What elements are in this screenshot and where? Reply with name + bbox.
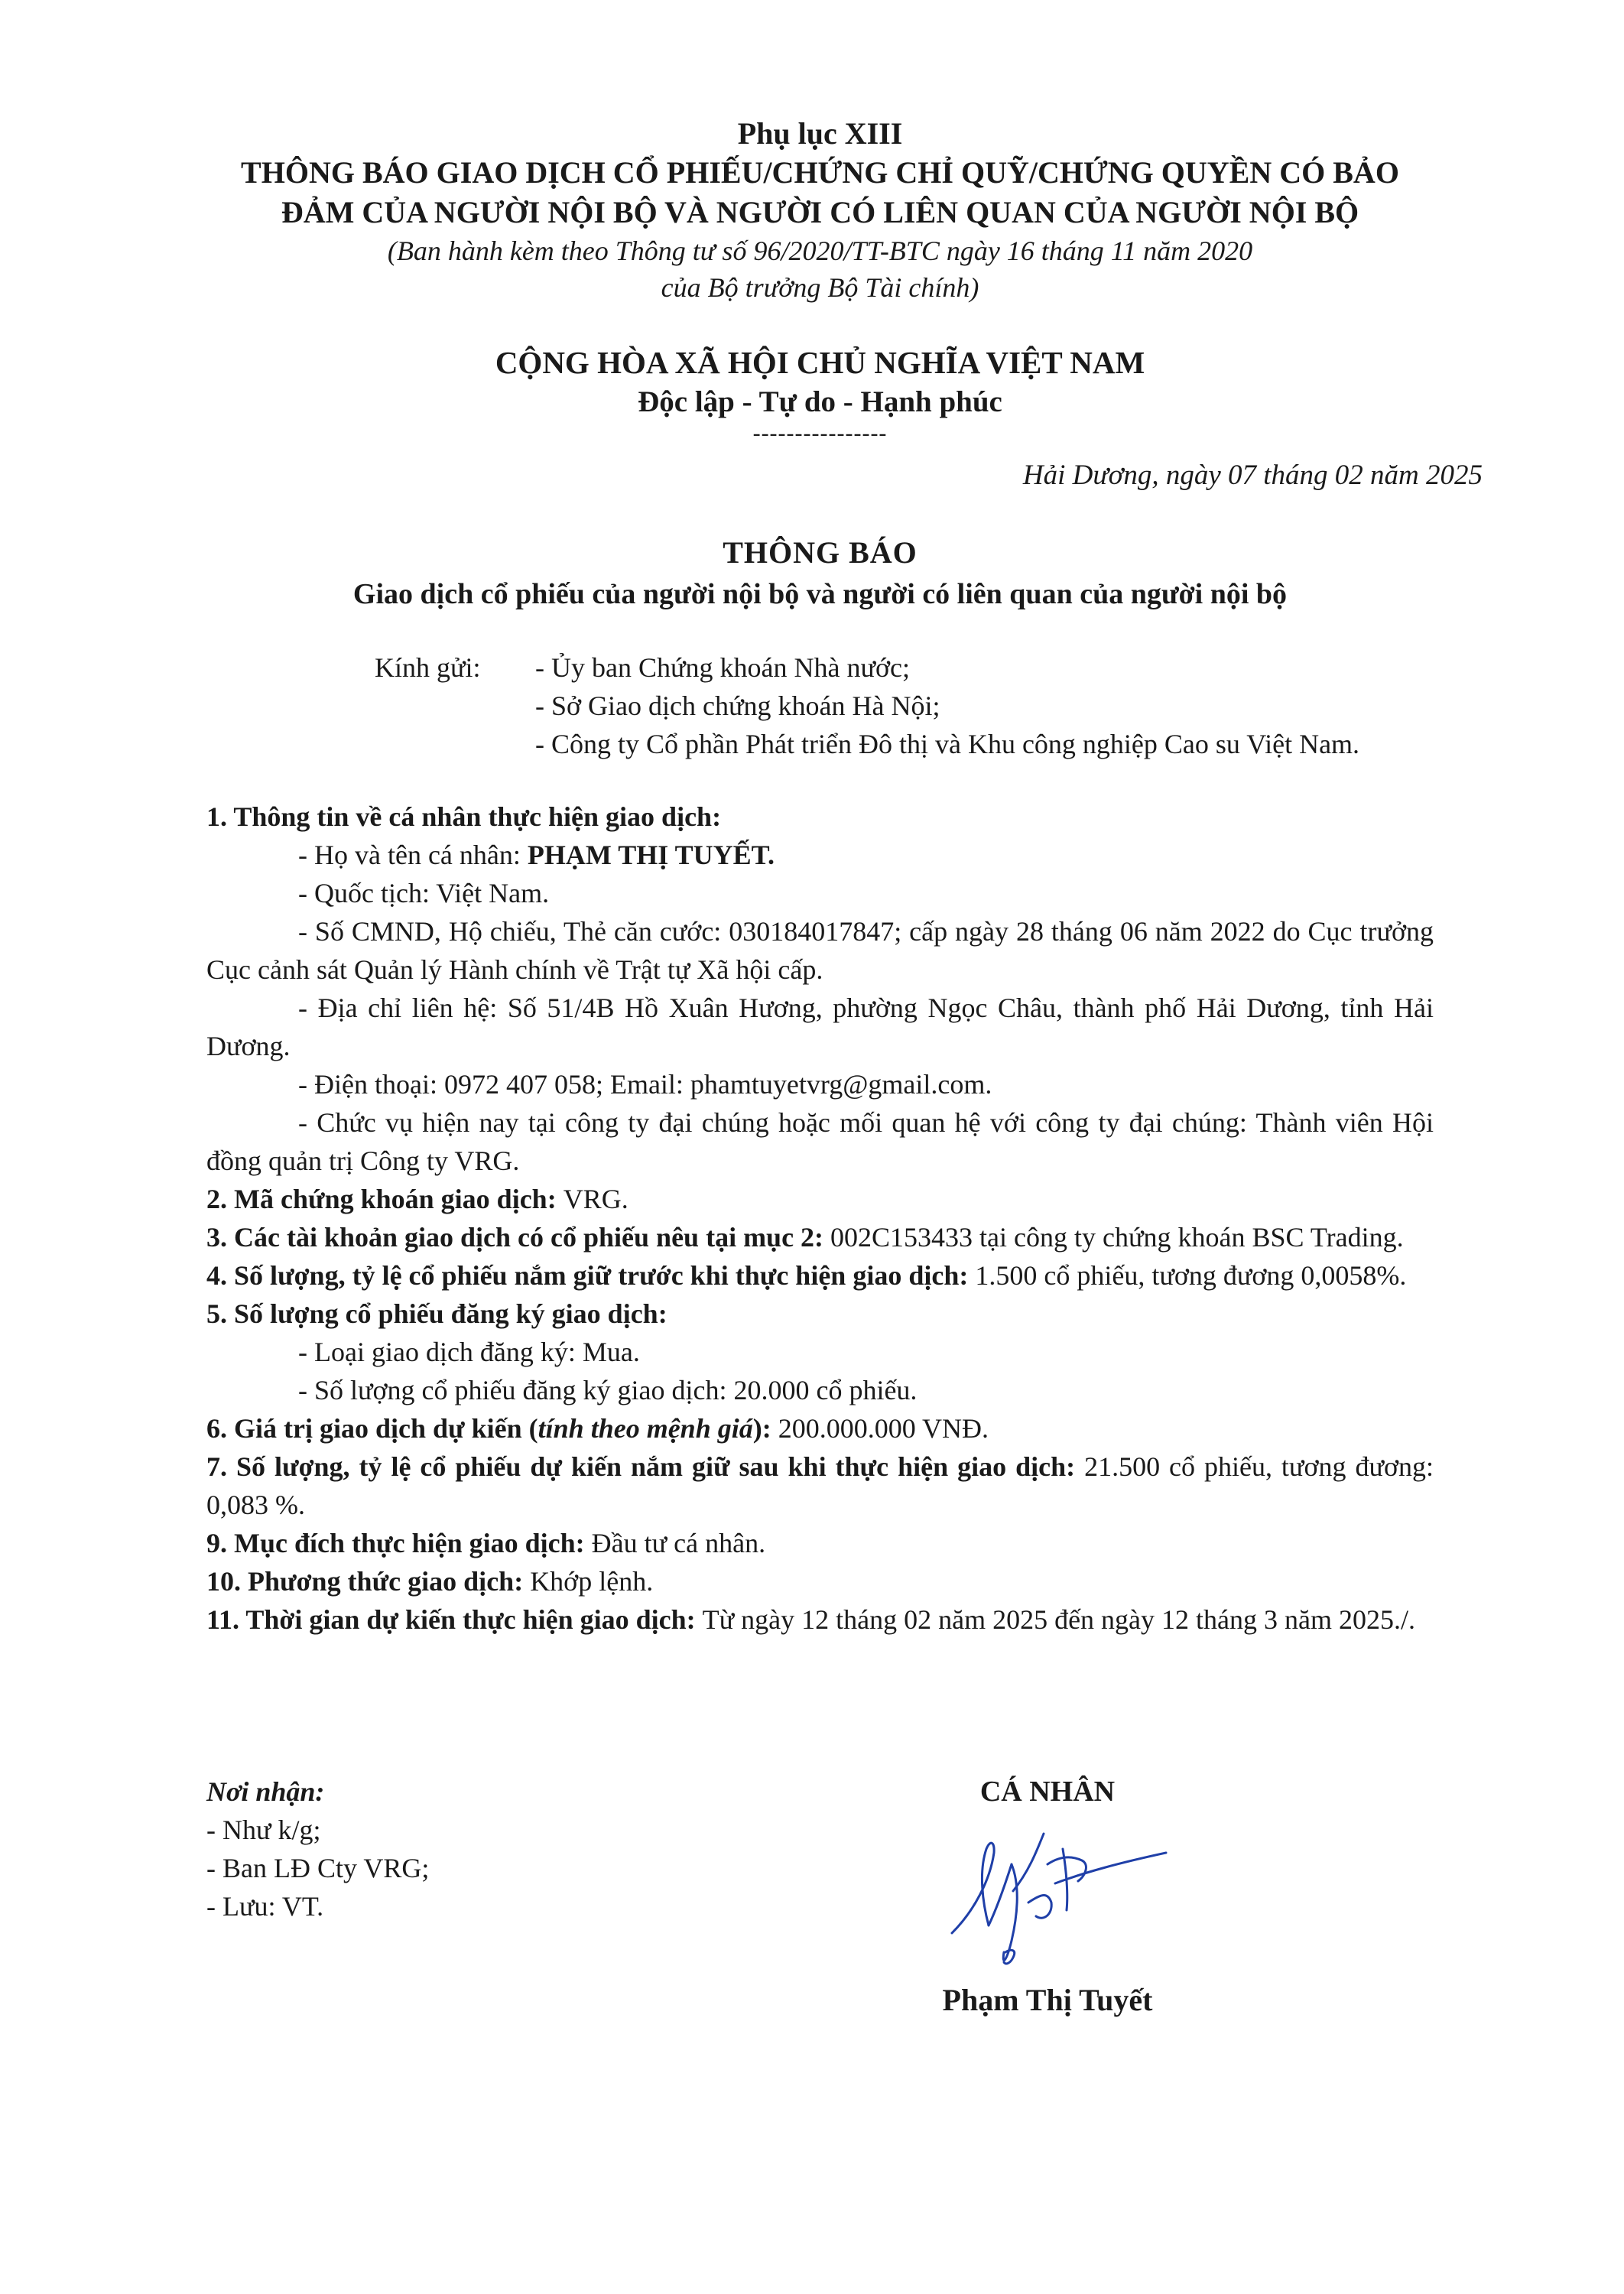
heading-divider: ---------------- bbox=[752, 421, 888, 446]
section-2-label: 2. Mã chứng khoán giao dịch: bbox=[206, 1184, 564, 1214]
section-7-label: 7. Số lượng, tỷ lệ cổ phiếu dự kiến nắm giữ sau khi thực hiện giao dịch: bbox=[206, 1451, 1085, 1482]
distribution-label: Nơi nhận: bbox=[206, 1776, 325, 1807]
signer-name: Phạm Thị Tuyết bbox=[942, 1983, 1153, 2017]
section-9 bbox=[206, 1524, 1434, 1562]
notice-body bbox=[206, 798, 1434, 1639]
section-10-value: Khớp lệnh. bbox=[530, 1566, 654, 1597]
section-6 bbox=[206, 1409, 1434, 1448]
section-7 bbox=[206, 1448, 1434, 1524]
place-and-date: Hải Dương, ngày 07 tháng 02 năm 2025 bbox=[1022, 460, 1483, 491]
section-7-value: 21.500 cổ phiếu, tương đương: 0,083 %. bbox=[206, 1451, 1434, 1520]
section-4 bbox=[206, 1256, 1434, 1295]
transaction-type-line: - Loại giao dịch đăng ký: Mua. bbox=[298, 1337, 640, 1367]
national-heading bbox=[153, 343, 1487, 445]
section-11 bbox=[206, 1600, 1434, 1639]
addressee-item: - Ủy ban Chứng khoán Nhà nước; bbox=[535, 652, 910, 683]
signature-block bbox=[872, 1772, 1223, 2018]
issued-by-line-2: của Bộ trưởng Bộ Tài chính) bbox=[661, 272, 979, 303]
notice-title-block bbox=[153, 532, 1487, 615]
addressees bbox=[375, 648, 1522, 763]
position-line: - Chức vụ hiện nay tại công ty đại chúng hoặc mối quan hệ với công ty đại chúng: Thành viên Hội đồng quản trị Công ty VRG. bbox=[206, 1107, 1434, 1176]
contact-line: - Điện thoại: 0972 407 058; Email: phamtuyetvrg@gmail.com. bbox=[298, 1069, 992, 1100]
person-name-label: - Họ và tên cá nhân: bbox=[298, 840, 528, 870]
addressee-item: - Sở Giao dịch chứng khoán Hà Nội; bbox=[535, 690, 940, 721]
addressee-row bbox=[375, 687, 1522, 725]
distribution-item: - Ban LĐ Cty VRG; bbox=[206, 1853, 430, 1883]
appendix-label: Phụ lục XIII bbox=[737, 116, 903, 151]
section-9-value: Đầu tư cá nhân. bbox=[591, 1528, 766, 1558]
addressee-item: - Công ty Cổ phần Phát triển Đô thị và Khu công nghiệp Cao su Việt Nam. bbox=[535, 729, 1360, 759]
section-10-label: 10. Phương thức giao dịch: bbox=[206, 1566, 531, 1597]
section-1-heading: 1. Thông tin về cá nhân thực hiện giao dịch: bbox=[206, 801, 722, 832]
section-4-value: 1.500 cổ phiếu, tương đương 0,0058%. bbox=[975, 1260, 1407, 1291]
form-title-line-1: THÔNG BÁO GIAO DỊCH CỔ PHIẾU/CHỨNG CHỈ QUỸ/CHỨNG QUYỀN CÓ BẢO bbox=[241, 155, 1399, 190]
section-6-value: 200.000.000 VNĐ. bbox=[778, 1413, 989, 1444]
person-name-value: PHẠM THỊ TUYẾT. bbox=[527, 840, 775, 870]
registered-quantity-line: - Số lượng cổ phiếu đăng ký giao dịch: 20.000 cổ phiếu. bbox=[298, 1375, 918, 1405]
section-5-heading: 5. Số lượng cổ phiếu đăng ký giao dịch: bbox=[206, 1298, 667, 1329]
address-line: - Địa chỉ liên hệ: Số 51/4B Hồ Xuân Hương, phường Ngọc Châu, thành phố Hải Dương, tỉnh Hải Dương. bbox=[206, 993, 1434, 1061]
id-card-line: - Số CMND, Hộ chiếu, Thẻ căn cước: 030184017847; cấp ngày 28 tháng 06 năm 2022 do Cục trưởng Cục cảnh sát Quản lý Hành chính về Trật tự Xã hội cấp. bbox=[206, 916, 1434, 985]
section-2-value: VRG. bbox=[563, 1184, 628, 1214]
addressees-label: Kính gửi: bbox=[375, 652, 481, 683]
section-11-label: 11. Thời gian dự kiến thực hiện giao dịch: bbox=[206, 1604, 703, 1635]
signer-title: CÁ NHÂN bbox=[979, 1776, 1116, 1808]
distribution-item: - Lưu: VT. bbox=[206, 1891, 324, 1922]
nationality-line: - Quốc tịch: Việt Nam. bbox=[298, 878, 550, 908]
distribution-item: - Như k/g; bbox=[206, 1815, 321, 1845]
addressee-row bbox=[375, 648, 1522, 687]
section-9-label: 9. Mục đích thực hiện giao dịch: bbox=[206, 1528, 592, 1558]
national-motto: Độc lập - Tự do - Hạnh phúc bbox=[638, 385, 1002, 418]
country-name: CỘNG HÒA XÃ HỘI CHỦ NGHĨA VIỆT NAM bbox=[495, 345, 1145, 380]
section-3-value: 002C153433 tại công ty chứng khoán BSC Trading. bbox=[830, 1222, 1404, 1253]
section-6-label: 6. Giá trị giao dịch dự kiến ( bbox=[206, 1413, 538, 1444]
form-title-line-2: ĐẢM CỦA NGƯỜI NỘI BỘ VÀ NGƯỜI CÓ LIÊN QUAN CỦA NGƯỜI NỘI BỘ bbox=[281, 195, 1359, 229]
section-3-label: 3. Các tài khoản giao dịch có cổ phiếu nêu tại mục 2: bbox=[206, 1222, 831, 1253]
notice-title: THÔNG BÁO bbox=[723, 535, 918, 570]
distribution-list bbox=[206, 1772, 429, 1925]
section-4-label: 4. Số lượng, tỷ lệ cổ phiếu nắm giữ trước khi thực hiện giao dịch: bbox=[206, 1260, 976, 1291]
notice-subtitle: Giao dịch cổ phiếu của người nội bộ và người có liên quan của người nội bộ bbox=[352, 578, 1288, 610]
section-11-value: Từ ngày 12 tháng 02 năm 2025 đến ngày 12 tháng 3 năm 2025./. bbox=[702, 1604, 1416, 1635]
section-6-close: ): bbox=[752, 1413, 778, 1444]
section-2 bbox=[206, 1180, 1434, 1218]
issued-by-line-1: (Ban hành kèm theo Thông tư số 96/2020/TT-BTC ngày 16 tháng 11 năm 2020 bbox=[387, 236, 1253, 266]
appendix-header bbox=[153, 115, 1487, 306]
addressee-row bbox=[375, 725, 1522, 763]
handwritten-signature bbox=[921, 1818, 1174, 1979]
section-6-italic: tính theo mệnh giá bbox=[538, 1413, 753, 1444]
person-name-line bbox=[206, 836, 1434, 874]
section-10 bbox=[206, 1562, 1434, 1600]
section-3 bbox=[206, 1218, 1434, 1256]
